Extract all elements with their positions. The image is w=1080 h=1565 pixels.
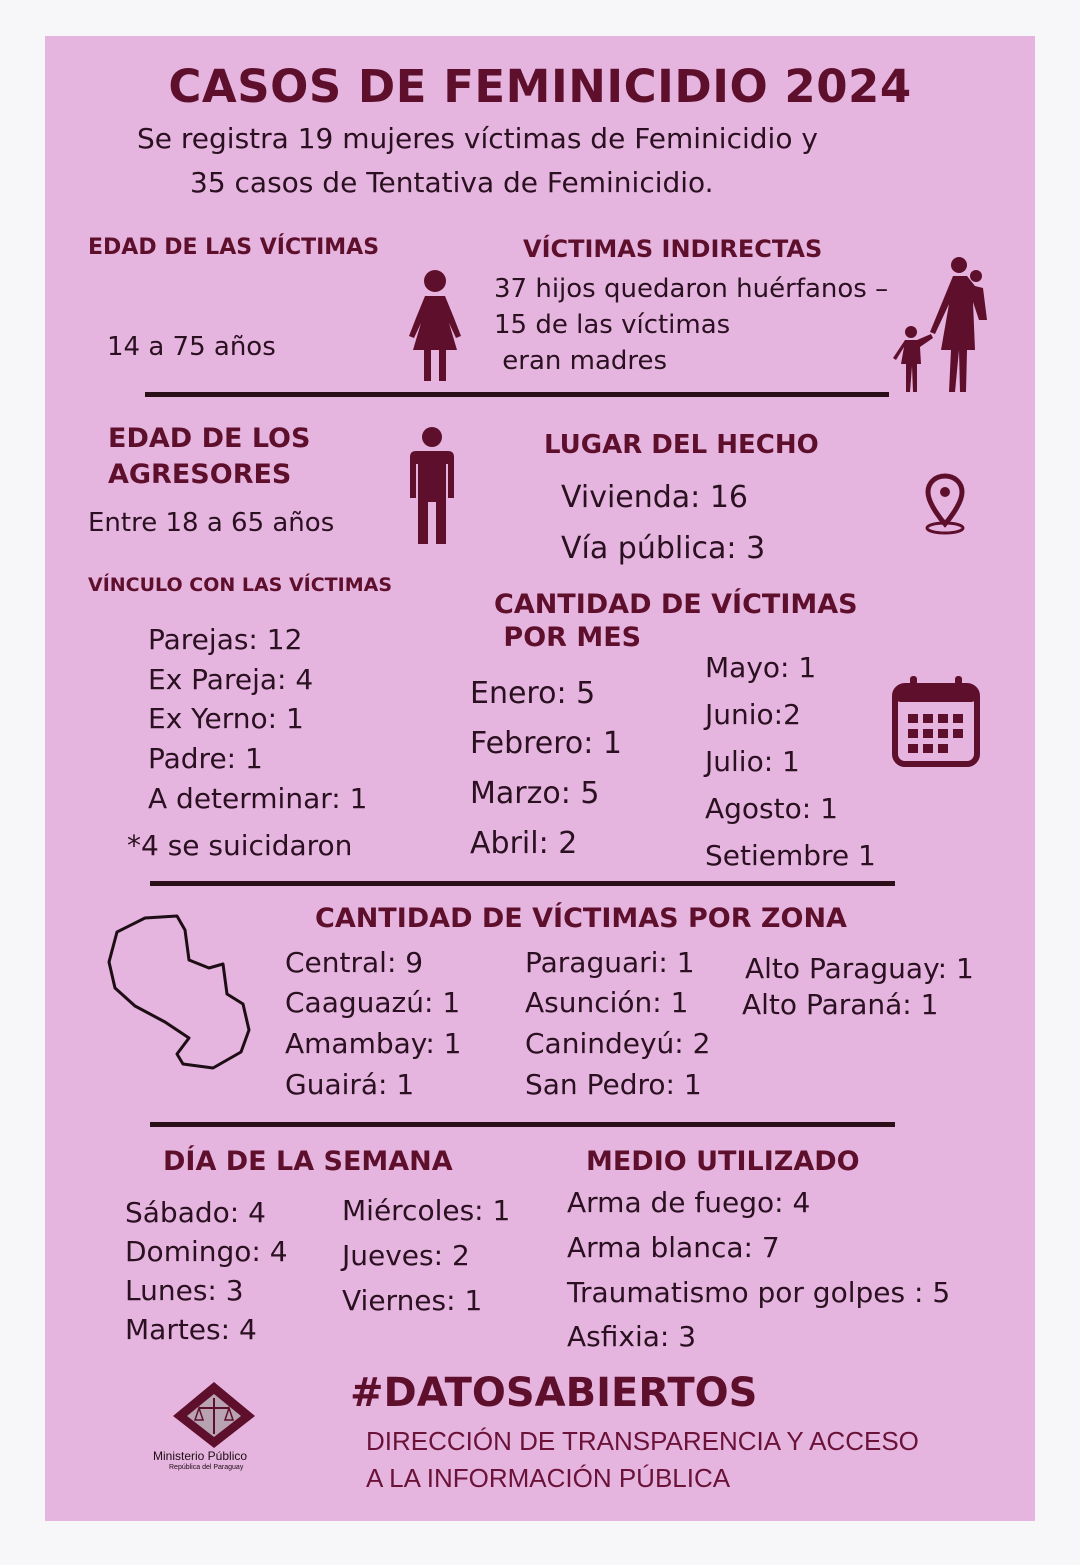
zone-item: San Pedro: 1 — [525, 1068, 702, 1101]
weekday-item: Miércoles: 1 — [342, 1194, 511, 1227]
footer-line2: A LA INFORMACIÓN PÚBLICA — [366, 1463, 731, 1493]
page-title: CASOS DE FEMINICIDIO 2024 — [168, 60, 912, 113]
place-item-vivienda: Vivienda: 16 — [561, 480, 749, 515]
zone-item: Alto Paraguay: 1 — [745, 952, 974, 985]
month-item: Enero: 5 — [470, 676, 596, 711]
victim-age-value: 14 a 75 años — [107, 332, 276, 362]
place-item-via-publica: Vía pública: 3 — [561, 531, 766, 566]
location-pin-icon — [922, 472, 968, 536]
relationship-item: Parejas: 12 — [148, 623, 303, 656]
relationship-item: Ex Pareja: 4 — [148, 663, 314, 696]
weekday-item: Domingo: 4 — [125, 1235, 288, 1268]
relationship-item: Padre: 1 — [148, 742, 263, 775]
subtitle-line1: Se registra 19 mujeres víctimas de Feminicidio y — [137, 122, 818, 155]
woman-icon — [407, 268, 463, 383]
month-item: Julio: 1 — [705, 745, 800, 778]
zone-item: Caaguazú: 1 — [285, 986, 461, 1019]
relationship-item: Ex Yerno: 1 — [148, 702, 304, 735]
month-item: Junio:2 — [705, 698, 801, 731]
month-item: Setiembre 1 — [705, 839, 876, 872]
relationship-item: A determinar: 1 — [148, 782, 368, 815]
indirect-line2: 15 de las víctimas — [494, 310, 731, 340]
method-item: Traumatismo por golpes : 5 — [567, 1276, 951, 1309]
month-item: Febrero: 1 — [470, 726, 623, 761]
paraguay-map-icon — [105, 912, 255, 1072]
aggressor-age-heading-line1: EDAD DE LOS — [108, 423, 311, 454]
zone-item: Paraguari: 1 — [525, 946, 695, 979]
logo-subtitle: República del Paraguay — [169, 1464, 244, 1471]
weekday-item: Jueves: 2 — [342, 1239, 470, 1272]
divider-3 — [150, 1122, 895, 1127]
month-item: Mayo: 1 — [705, 651, 817, 684]
logo-name: Ministerio Público — [153, 1449, 248, 1463]
subtitle-line2: 35 casos de Tentativa de Feminicidio. — [190, 166, 714, 199]
zone-item: Guairá: 1 — [285, 1068, 415, 1101]
indirect-line1: 37 hijos quedaron huérfanos – — [494, 274, 889, 304]
infographic-card — [45, 36, 1035, 1521]
divider-2 — [150, 881, 895, 886]
month-item: Abril: 2 — [470, 826, 578, 861]
method-item: Asfixia: 3 — [567, 1320, 697, 1353]
by-month-heading-line1: CANTIDAD DE VÍCTIMAS — [494, 589, 858, 620]
indirect-line3: eran madres — [494, 346, 668, 376]
divider-1 — [145, 392, 889, 397]
aggressor-age-value: Entre 18 a 65 años — [88, 508, 335, 538]
ministerio-logo-icon — [171, 1380, 257, 1450]
weekday-item: Martes: 4 — [125, 1313, 257, 1346]
weekday-item: Sábado: 4 — [125, 1196, 266, 1229]
place-heading: LUGAR DEL HECHO — [544, 430, 819, 460]
month-item: Agosto: 1 — [705, 792, 838, 825]
zone-item: Canindeyú: 2 — [525, 1027, 711, 1060]
calendar-icon — [890, 674, 982, 770]
by-zone-heading: CANTIDAD DE VÍCTIMAS POR ZONA — [315, 903, 847, 934]
by-month-heading-line2: POR MES — [494, 622, 642, 653]
relationship-note: *4 se suicidaron — [127, 829, 353, 862]
footer-line1: DIRECCIÓN DE TRANSPARENCIA Y ACCESO — [366, 1426, 919, 1456]
zone-item: Central: 9 — [285, 946, 424, 979]
zone-item: Amambay: 1 — [285, 1027, 462, 1060]
zone-item: Asunción: 1 — [525, 986, 689, 1019]
weekday-item: Lunes: 3 — [125, 1274, 244, 1307]
weekday-heading: DÍA DE LA SEMANA — [163, 1146, 453, 1177]
zone-item: Alto Paraná: 1 — [742, 988, 939, 1021]
man-icon — [408, 426, 456, 546]
month-item: Marzo: 5 — [470, 776, 600, 811]
method-item: Arma blanca: 7 — [567, 1231, 780, 1264]
hashtag: #DATOSABIERTOS — [350, 1370, 758, 1416]
relationship-heading: VÍNCULO CON LAS VÍCTIMAS — [88, 574, 393, 596]
mother-children-icon — [893, 254, 993, 396]
victim-age-heading: EDAD DE LAS VÍCTIMAS — [88, 235, 380, 260]
method-heading: MEDIO UTILIZADO — [586, 1146, 860, 1177]
method-item: Arma de fuego: 4 — [567, 1186, 811, 1219]
indirect-victims-heading: VÍCTIMAS INDIRECTAS — [523, 235, 823, 263]
aggressor-age-heading-line2: AGRESORES — [108, 459, 292, 490]
weekday-item: Viernes: 1 — [342, 1284, 483, 1317]
